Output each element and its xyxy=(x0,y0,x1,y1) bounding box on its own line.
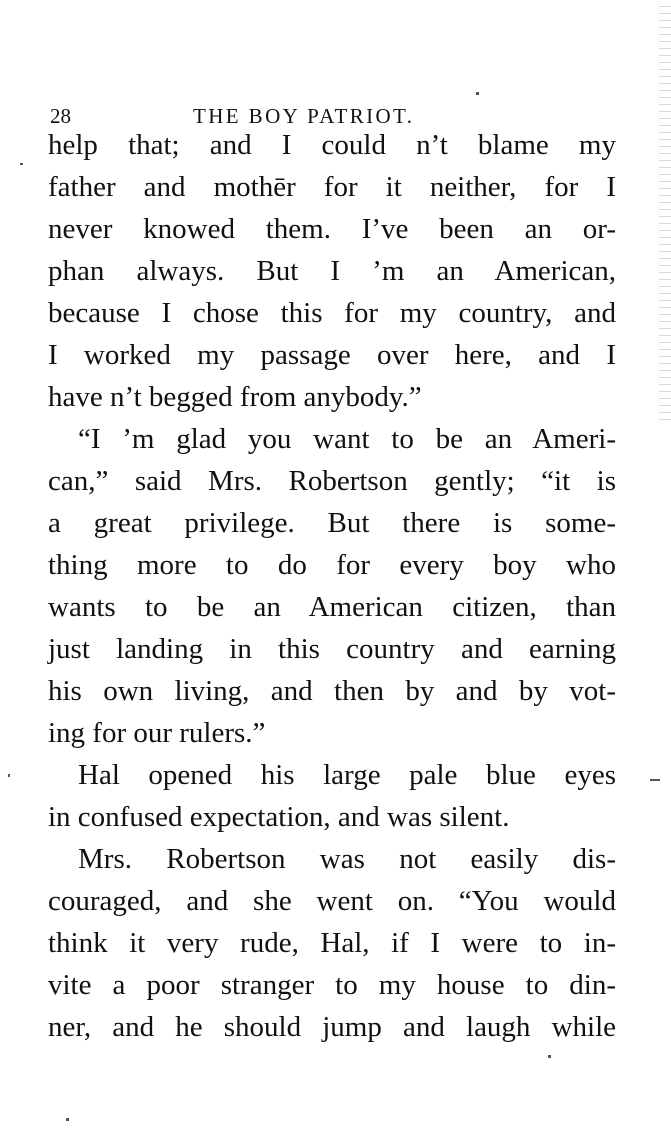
scan-speck xyxy=(66,1118,69,1121)
text-line: wants to be an American citizen, than xyxy=(48,591,616,623)
body-text xyxy=(48,124,616,1048)
running-title: THE BOY PATRIOT. xyxy=(193,104,415,128)
scan-speck xyxy=(476,92,479,95)
text-line: because I chose this for my country, and xyxy=(48,297,616,329)
scan-edge-marks xyxy=(659,0,671,420)
text-line: couraged, and she went on. “You would xyxy=(48,885,616,917)
text-line: in confused expectation, and was silent. xyxy=(48,801,510,833)
text-line: help that; and I could n’t blame my xyxy=(48,129,616,161)
text-line: have n’t begged from anybody.” xyxy=(48,381,422,413)
scan-speck xyxy=(650,779,660,781)
text-line: just landing in this country and earning xyxy=(48,633,616,665)
scan-speck xyxy=(548,1055,551,1058)
text-line: can,” said Mrs. Robertson gently; “it is xyxy=(48,465,616,497)
scan-speck xyxy=(8,774,10,777)
text-line: think it very rude, Hal, if I were to in- xyxy=(48,927,616,959)
text-line: “I ’m glad you want to be an Ameri- xyxy=(78,423,616,455)
text-line: his own living, and then by and by vot- xyxy=(48,675,616,707)
text-line: ner, and he should jump and laugh while xyxy=(48,1011,616,1043)
text-line: Mrs. Robertson was not easily dis- xyxy=(78,843,616,875)
text-line: thing more to do for every boy who xyxy=(48,549,616,581)
scan-speck xyxy=(20,163,23,165)
text-line: I worked my passage over here, and I xyxy=(48,339,616,371)
text-line: Hal opened his large pale blue eyes xyxy=(78,759,616,791)
text-line: a great privilege. But there is some- xyxy=(48,507,616,539)
page-number: 28 xyxy=(50,104,71,128)
text-line: father and mothēr for it neither, for I xyxy=(48,171,616,203)
text-line: vite a poor stranger to my house to din- xyxy=(48,969,616,1001)
text-line: phan always. But I ’m an American, xyxy=(48,255,616,287)
text-line: ing for our rulers.” xyxy=(48,717,266,749)
text-line: never knowed them. I’ve been an or- xyxy=(48,213,616,245)
